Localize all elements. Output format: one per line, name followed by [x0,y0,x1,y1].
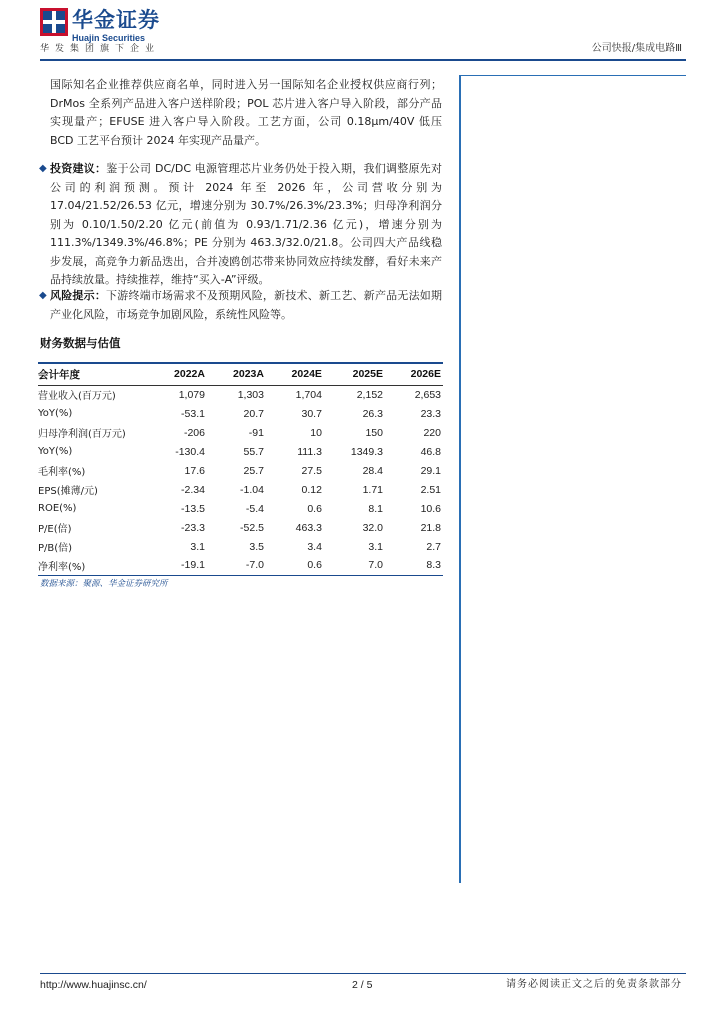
table-cell: 0.6 [266,556,324,575]
table-header-row [38,363,443,385]
table-cell: 2.7 [426,540,441,553]
table-cell: -206 [183,426,205,439]
footer-divider [40,973,686,974]
table-cell: 28.4 [362,464,383,477]
table-cell: -91 [248,426,264,439]
table-cell: 26.3 [362,407,383,420]
risk-warning-text: 下游终端市场需求不及预期风险，新技术、新工艺、新产品无法如期产业化风险，市场竞争加剧风险，系统性风险等。 [50,289,442,321]
row-label: ROE(%) [38,503,77,514]
risk-warning-paragraph [50,287,442,324]
table-cell: -130.4 [175,445,205,458]
page-number: 2 / 5 [352,979,373,991]
table-row [38,518,443,537]
table-cell: -19.1 [148,556,207,575]
table-cell: -1.04 [240,483,264,496]
diamond-bullet-icon: ◆ [39,163,47,174]
row-label: 归母净利润(百万元) [38,429,126,440]
table-cell: 3.4 [307,540,322,553]
table-row [38,442,443,461]
table-cell: 10.6 [420,502,441,515]
table-cell: 8.3 [385,556,443,575]
table-row [38,556,443,575]
header-cell: 2024E [266,363,324,385]
row-label: 毛利率(%) [38,467,86,478]
financial-data-table [38,362,443,576]
table-cell: 0.6 [307,502,322,515]
table-cell: 23.3 [420,407,441,420]
table-cell: 55.7 [243,445,264,458]
table-row [38,385,443,404]
table-cell: -7.0 [207,556,266,575]
table-cell: 17.6 [184,464,205,477]
table-cell: -53.1 [181,407,205,420]
investment-advice-paragraph [50,160,442,290]
logo-english-name: Huajin Securities [72,33,146,43]
logo-chinese-name: 华金证券 [72,8,160,32]
table-cell: 150 [365,426,383,439]
group-name: 华发集团旗下企业 [40,44,161,54]
data-source-note: 数据来源：聚源、华金证券研究所 [40,579,168,589]
row-label: P/E(倍) [38,524,72,535]
table-cell: 463.3 [295,521,322,534]
table-cell: -2.34 [181,483,205,496]
table-row [38,404,443,423]
row-label: 营业收入(百万元) [38,391,116,403]
table-cell: 46.8 [420,445,441,458]
table-row [38,423,443,442]
footer-website-link[interactable]: http://www.huajinsc.cn/ [40,979,147,991]
table-cell: 20.7 [243,407,264,420]
intro-paragraph: 国际知名企业推荐供应商名单，同时进入另一国际知名企业授权供应商行列；DrMos 全系列产品进入客户送样阶段；POL 芯片进入客户导入阶段，部分产品实现量产；EFUSE 进入客户导入阶段。工艺方面，公司 0.18μm/40V 低压 BCD 工艺平台预计 2024 年实现产品量产。 [50,78,442,147]
header-cell: 2025E [324,363,385,385]
header-cell: 2023A [207,363,266,385]
diamond-bullet-icon: ◆ [39,290,47,301]
row-label: 净利率(%) [38,556,148,575]
table-cell: -23.3 [181,521,205,534]
table-cell: 1,303 [237,388,264,401]
table-cell: 32.0 [362,521,383,534]
header-cell: 2026E [385,363,443,385]
row-label: YoY(%) [38,408,73,419]
row-label: EPS(摊薄/元) [38,486,98,497]
report-category: 公司快报/集成电路Ⅲ [591,43,682,54]
row-label: YoY(%) [38,446,73,457]
table-cell: -13.5 [181,502,205,515]
header-cell: 会计年度 [38,363,148,385]
table-cell: 1349.3 [350,445,383,458]
sidebar-divider [459,75,461,883]
table-cell: 220 [423,426,441,439]
table-cell: 3.1 [368,540,383,553]
table-cell: 0.12 [301,483,322,496]
table-row [38,480,443,499]
disclaimer-note: 请务必阅读正文之后的免责条款部分 [506,979,682,990]
table-cell: 1,704 [295,388,322,401]
table-cell: 2,152 [356,388,383,401]
header-divider [40,59,686,61]
table-cell: 3.1 [190,540,205,553]
table-cell: 2.51 [420,483,441,496]
table-row [38,499,443,518]
table-cell: 8.1 [368,502,383,515]
table-cell: 25.7 [243,464,264,477]
logo-mark-icon [40,8,68,36]
table-cell: 1.71 [362,483,383,496]
risk-warning-label: 风险提示： [50,289,107,302]
table-cell: 3.5 [249,540,264,553]
investment-advice-label: 投资建议： [50,162,107,175]
investment-advice-text: 鉴于公司 DC/DC 电源管理芯片业务仍处于投入期，我们调整原先对公司的利润预测。预计 2024 年至 2026 年，公司营收分别为 17.04/21.52/26.53 亿元，增速分别为 30.7%/26.3%/23.3%；归母净利润分别为 0.10/1.50/2.20 亿元(前值为 0.93/1.71/2.36 亿元)，增速分别为 111.3%/1349.3%/46.8%；PE 分别为 463.3/32.0/21.8。公司四大产品线稳步发展，高竞争力新品迭出，合并凌鸥创芯带来协同效应持续发酵，看好未来产品持续放量。持续推荐，维持“买入-A”评级。 [50,162,442,286]
table-cell: 111.3 [297,445,322,458]
table-row [38,461,443,480]
table-cell: 1,079 [178,388,205,401]
table-cell: 27.5 [301,464,322,477]
table-cell: 30.7 [301,407,322,420]
table-row [38,537,443,556]
header-cell: 2022A [148,363,207,385]
table-cell: 10 [310,426,322,439]
table-cell: 29.1 [420,464,441,477]
row-label: P/B(倍) [38,543,73,554]
company-logo [40,8,170,44]
sidebar-top-border [459,75,686,76]
table-cell: 7.0 [324,556,385,575]
table-cell: 2,653 [414,388,441,401]
table-cell: -52.5 [240,521,264,534]
table-cell: -5.4 [245,502,264,515]
table-cell: 21.8 [420,521,441,534]
table-title: 财务数据与估值 [40,336,121,350]
